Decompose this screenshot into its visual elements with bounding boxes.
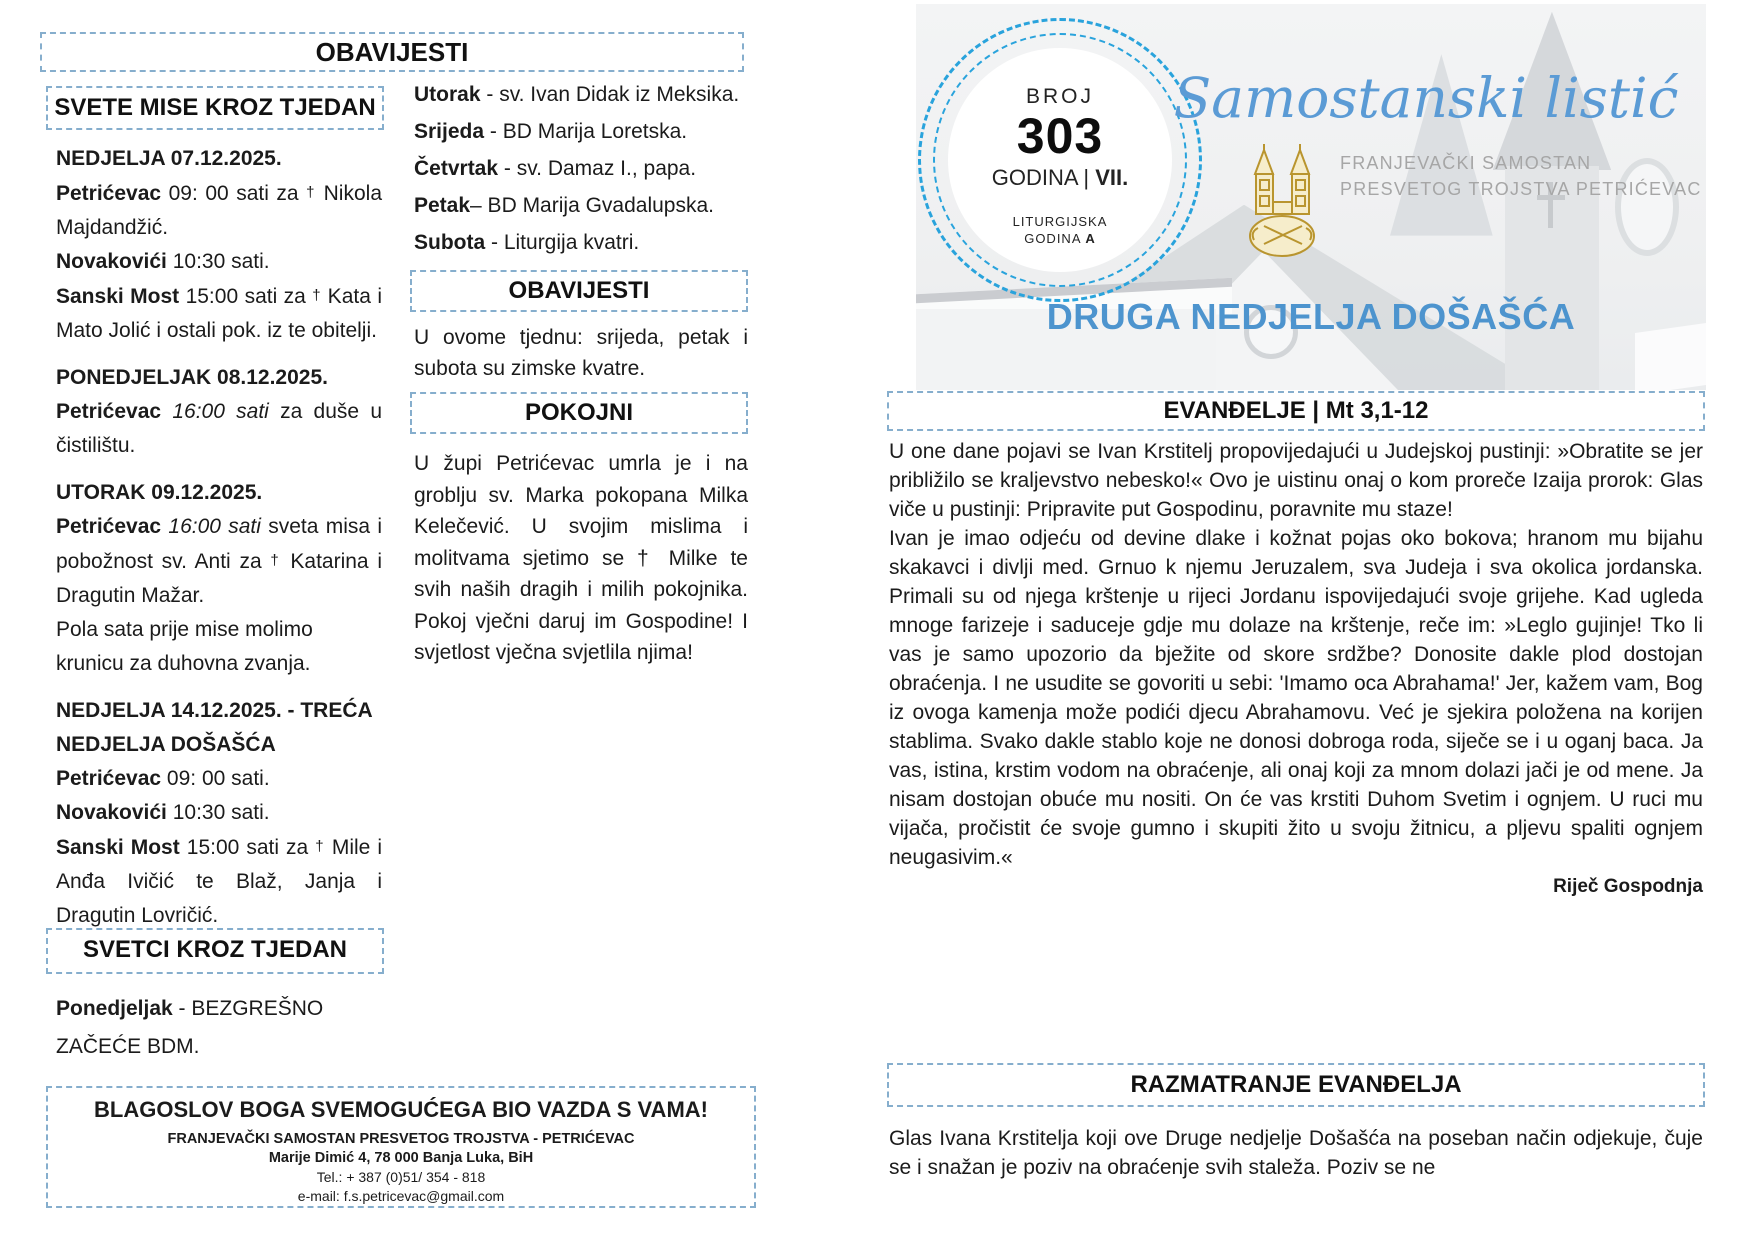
mass-schedule-run: 09: 00 sati. xyxy=(161,767,270,790)
saint-run: - BEZGREŠNO ZAČEĆE BDM. xyxy=(56,997,324,1058)
mass-schedule-run: Petrićevac xyxy=(56,182,162,205)
mass-schedule-run: Petrićevac xyxy=(56,767,162,790)
gospel-section-title: EVANĐELJE | Mt 3,1-12 xyxy=(1163,397,1429,424)
mass-schedule-run: 16:00 sati xyxy=(161,400,269,423)
year-value: VII. xyxy=(1095,165,1129,190)
mass-schedule xyxy=(56,142,382,933)
mass-schedule-heading xyxy=(56,476,382,510)
mass-schedule-run: 15:00 sati za xyxy=(179,285,313,308)
phone-line: Tel.: + 387 (0)51/ 354 - 818 xyxy=(316,1169,486,1185)
week-saint-run: Utorak xyxy=(414,83,481,106)
mass-schedule-entry xyxy=(56,245,382,279)
week-saint-run: – BD Marija Gvadalupska. xyxy=(470,194,714,217)
issue-number-label: BROJ xyxy=(1025,85,1094,108)
mass-schedule-run: 16:00 sati xyxy=(161,515,261,538)
blessing-line: BLAGOSLOV BOGA SVEMOGUĆEGA BIO VAZDA S VAMA! xyxy=(94,1097,708,1122)
liturgical-year-line1: LITURGIJSKA xyxy=(1012,214,1108,229)
week-saint-run: - sv. Damaz I., papa. xyxy=(498,157,697,180)
notices-section-header xyxy=(410,270,748,312)
masses-section-header xyxy=(46,86,384,130)
masses-section-title: SVETE MISE KROZ TJEDAN xyxy=(54,94,376,121)
reflection-section-title: RAZMATRANJE EVANĐELJA xyxy=(1130,1071,1462,1098)
notices-text: U ovome tjednu: srijeda, petak i subota su zimske kvatre. xyxy=(414,326,748,380)
mass-schedule-entry xyxy=(56,762,382,796)
mass-schedule-heading xyxy=(56,694,382,762)
reflection-text: Glas Ivana Krstitelja koji ove Druge nedjelje Došašća na poseban način odjekuje, čuje se i snažan je poziv na obraćenje svih staleža. Poziv se ne xyxy=(889,1127,1703,1179)
week-saint-entry xyxy=(414,187,748,224)
week-saint-run: Srijeda xyxy=(414,120,485,143)
mass-schedule-run: 09: 00 sati za xyxy=(161,182,307,205)
liturgical-year-label: GODINA xyxy=(1024,231,1086,246)
issue-badge xyxy=(918,18,1202,302)
gospel-text xyxy=(889,437,1703,901)
mass-schedule-run: † xyxy=(315,838,325,855)
week-saint-entry xyxy=(414,150,748,187)
church-photo xyxy=(916,4,1706,390)
masthead-title: Samostanski listić xyxy=(1173,66,1679,130)
week-saint-entry xyxy=(414,113,748,150)
monastery-emblem-icon xyxy=(1238,144,1326,262)
monastery-name-line: FRANJEVAČKI SAMOSTAN PRESVETOG TROJSTVA - PETRIĆEVAC xyxy=(167,1131,635,1147)
mass-schedule-entry xyxy=(56,395,382,463)
mass-schedule-run: NEDJELJA 07.12.2025. xyxy=(56,147,282,170)
mass-schedule-run: za duše u čistilištu. xyxy=(56,400,382,457)
address-line: Marije Dimić 4, 78 000 Banja Luka, BiH xyxy=(268,1150,534,1166)
mass-schedule-run: Mile i Anđa Ivičić te Blaž, Janja i Dragutin Lovričić. xyxy=(56,836,383,927)
mass-schedule-run: Petrićevac xyxy=(56,400,162,423)
week-saint-run: Četvrtak xyxy=(414,157,499,180)
week-saints-list xyxy=(414,76,748,261)
notices-section-title: OBAVIJESTI xyxy=(508,277,650,304)
saints-list xyxy=(56,990,382,1066)
mass-schedule-run: † xyxy=(270,552,282,569)
badge-face xyxy=(948,48,1172,272)
mass-schedule-run: NEDJELJA 14.12.2025. - TREĆA NEDJELJA DOŠAŠĆA xyxy=(56,699,372,756)
mass-schedule-entry xyxy=(56,176,382,245)
liturgical-year-value: A xyxy=(1085,231,1096,246)
monastery-caption-line1: FRANJEVAČKI SAMOSTAN xyxy=(1340,153,1592,173)
monastery-caption-line2: PRESVETOG TROJSTVA PETRIĆEVAC xyxy=(1340,179,1702,199)
mass-schedule-run: UTORAK 09.12.2025. xyxy=(56,481,263,504)
mass-schedule-entry xyxy=(56,613,382,681)
week-saint-run: - BD Marija Loretska. xyxy=(484,120,688,143)
gospel-paragraph-2: Ivan je imao odjeću od devine dlake i kožnat pojas oko bokova; hranom mu bijahu skakavci i divlji med. Grnuo k njemu Jeruzalem, sva Judeja i sva okolica jordanska. Primali su od njega krštenje u rijeci Jordanu ispovijedajući svoje grijehe. Kad ugleda mnoge farizeje i saduceje gdje mu dolaze na krštenje, reče im: »Leglo gujinje! Tko li vas je samo upozorio da bježite od skore srdžbe? Donosite dakle plod dostojan obraćenja. I ne usudite se govoriti u sebi: 'Imamo oca Abrahama!' Jer, kažem vam, Bog iz ovoga kamenja može podići djecu Abrahamovu. Već je sjekira položena na korijen stablima. Svako dakle stablo koje ne donosi dobroga roda, siječe se i u oganj baca. Ja vas, istina, krstim vodom na obraćenje, ali onaj koji za mnom dolazi jači je od mene. Ja nisam dostojan obuće mu nositi. On će vas krstiti Duhom Svetim i ognjem. U ruci mu vijača, pročistit će svoje gumno i skupiti žito u svoju žitnicu, a pljevu spaliti ognjem neugasivim.« xyxy=(889,527,1703,869)
mass-schedule-heading xyxy=(56,361,382,395)
saint-entry xyxy=(56,990,382,1066)
mass-schedule-run: Katarina i Dragutin Mažar. xyxy=(56,550,383,607)
mass-schedule-entry xyxy=(56,830,382,933)
mass-schedule-run: Nikola Majdandžić. xyxy=(56,182,382,239)
mass-schedule-run: 15:00 sati za xyxy=(179,836,316,859)
gospel-attribution: Riječ Gospodnja xyxy=(1553,876,1703,897)
monastery-caption xyxy=(1340,150,1702,202)
mass-schedule-spacer xyxy=(56,348,382,361)
saint-run: Ponedjeljak xyxy=(56,997,173,1020)
announcements-banner-title: OBAVIJESTI xyxy=(315,37,469,67)
mass-schedule-run: Sanski Most xyxy=(56,836,180,859)
deceased-text: U župi Petrićevac umrla je i na groblju sv. Marka pokopana Milka Kelečević. U svojim mislima i molitvama sjetimo se † Milke te svih naših dragih i milih pokojnika. Pokoj vječni daruj im Gospodine! I svjetlost vječna svjetlila njima! xyxy=(414,452,748,664)
mass-schedule-run: 10:30 sati. xyxy=(166,801,270,824)
mass-schedule-run: Novakovići xyxy=(56,801,167,824)
issue-number: 303 xyxy=(1016,108,1104,164)
deceased-section-header xyxy=(410,392,748,434)
email-line: e-mail: f.s.petricevac@gmail.com xyxy=(297,1188,505,1204)
saints-section-header xyxy=(46,928,384,974)
week-saint-entry xyxy=(414,224,748,261)
issue-year-line xyxy=(948,163,1172,193)
announcements-banner xyxy=(40,32,744,72)
mass-schedule-run: 10:30 sati. xyxy=(166,250,270,273)
liturgical-year-line2 xyxy=(948,230,1172,247)
mass-schedule-run: Pola sata prije mise molimo krunicu za duhovna zvanja. xyxy=(56,618,313,675)
mass-schedule-spacer xyxy=(56,681,382,694)
week-saint-run: - sv. Ivan Didak iz Meksika. xyxy=(480,83,740,106)
mass-schedule-run: Sanski Most xyxy=(56,285,180,308)
mass-schedule-heading xyxy=(56,142,382,176)
mass-schedule-run: sveta misa i pobožnost sv. Anti za xyxy=(56,515,382,573)
mass-schedule-run: † xyxy=(312,287,322,304)
sunday-title: DRUGA NEDJELJA DOŠAŠĆA xyxy=(1046,296,1576,337)
mass-schedule-run: † xyxy=(306,184,317,201)
year-label: GODINA | xyxy=(991,165,1096,190)
deceased-section-title: POKOJNI xyxy=(524,399,634,426)
mass-schedule-run: PONEDJELJAK 08.12.2025. xyxy=(56,366,328,389)
mass-schedule-run: Kata i Mato Jolić i ostali pok. iz te obitelji. xyxy=(56,285,382,342)
week-saint-run: Petak xyxy=(414,194,471,217)
mass-schedule-entry xyxy=(56,279,382,348)
week-saint-run: - Liturgija kvatri. xyxy=(485,231,640,254)
mass-schedule-spacer xyxy=(56,463,382,476)
saints-section-title: SVETCI KROZ TJEDAN xyxy=(82,936,348,963)
mass-schedule-run: Novakovići xyxy=(56,250,167,273)
gospel-section-header xyxy=(887,391,1705,431)
mass-schedule-entry xyxy=(56,796,382,830)
contact-box xyxy=(46,1086,756,1208)
reflection-section-header xyxy=(887,1063,1705,1107)
week-saint-entry xyxy=(414,76,748,113)
gospel-paragraph-1: U one dane pojavi se Ivan Krstitelj propovijedajući u Judejskoj pustinji: »Obratite se jer približilo se kraljevstvo nebesko!« Ovo je uistinu onaj o kom proreče Izaija prorok: Glas viče u pustinji: Pripravite put Gospodinu, poravnite mu staze! xyxy=(889,440,1703,521)
mass-schedule-entry xyxy=(56,510,382,613)
week-saint-run: Subota xyxy=(414,231,486,254)
mass-schedule-run: Petrićevac xyxy=(56,515,162,538)
